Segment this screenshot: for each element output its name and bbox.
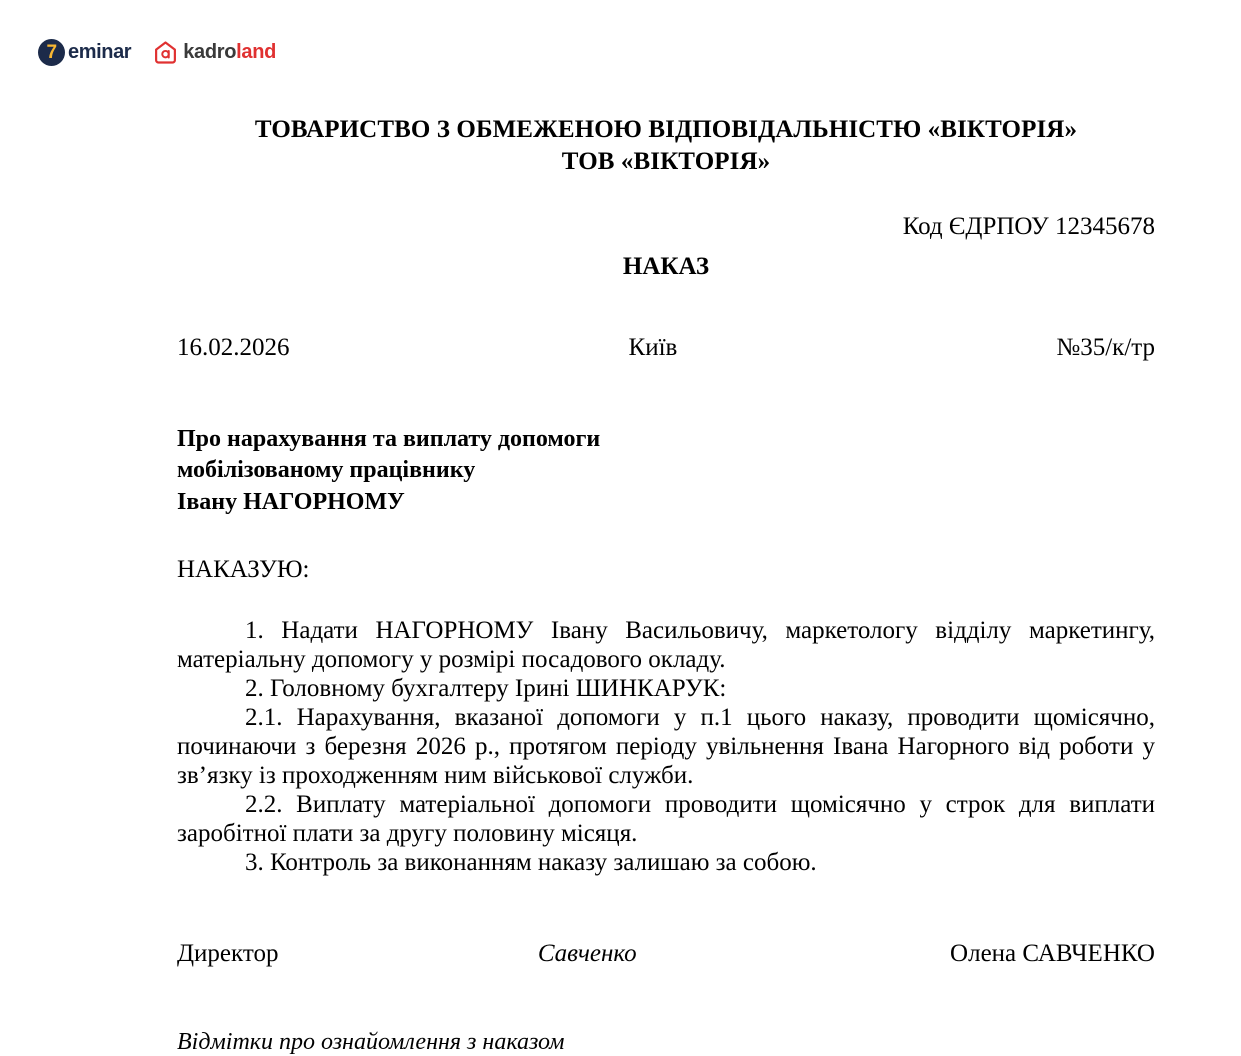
organization-short-name: ТОВ «ВІКТОРІЯ» (561, 147, 771, 175)
organization-title (177, 0, 1155, 177)
subject-line-3: Івану НАГОРНОМУ (177, 489, 405, 516)
clause-2: 2. Головному бухгалтеру Ірині ШИНКАРУК: (245, 674, 727, 702)
signatory-name: Олена САВЧЕНКО (950, 939, 1155, 967)
subject-line-2: мобілізованому працівнику (177, 457, 476, 484)
clause-3: 3. Контроль за виконанням наказу залишаю за собою. (245, 848, 817, 876)
kadroland-house-icon (153, 40, 178, 65)
kadroland-logo-text-accent: land (236, 40, 277, 63)
kadroland-logo-text-dark: kadro (183, 40, 237, 63)
seminar-logo[interactable] (38, 39, 131, 66)
seminar-logo-text: eminar (68, 40, 132, 63)
signature-row (177, 877, 1155, 968)
clause-1: 1. Надати НАГОРНОМУ Івану Васильовичу, маркетологу відділу маркетингу, матеріальну допомогу у розмірі посадового окладу. (177, 616, 1155, 673)
document-city: Київ (628, 334, 678, 361)
acknowledgement-note: Відмітки про ознайомлення з наказом (177, 1029, 565, 1056)
decree-keyword: НАКАЗУЮ: (177, 556, 310, 584)
subject-line-1: Про нарахування та виплату допомоги (177, 425, 601, 452)
order-document (177, 0, 1155, 1056)
document-meta-row (177, 280, 1155, 362)
edrpou-code: Код ЄДРПОУ 12345678 (902, 213, 1155, 240)
document-subject (177, 362, 1155, 520)
clauses-body (177, 584, 1155, 877)
document-type-heading: НАКАЗ (622, 252, 710, 280)
document-date: 16.02.2026 (177, 334, 290, 361)
clause-2-1: 2.1. Нарахування, вказаної допомоги у п.1 цього наказу, проводити щомісячно, починаючи з березня 2026 р., протягом періоду увільнення Івана Нагорного від роботи у зв’язку із проходженням ним військової служби. (177, 703, 1155, 789)
signature-mark: Савченко (537, 939, 637, 967)
seminar-seven-icon: 7 (38, 39, 65, 66)
clause-2-2: 2.2. Виплату матеріальної допомоги проводити щомісячно у строк для виплати заробітної плати за другу половину місяця. (177, 790, 1155, 847)
document-number: №35/к/тр (1056, 334, 1155, 361)
signatory-role: Директор (177, 939, 279, 967)
organization-full-name: ТОВАРИСТВО З ОБМЕЖЕНОЮ ВІДПОВІДАЛЬНІСТЮ «ВІКТОРІЯ» (254, 116, 1078, 143)
